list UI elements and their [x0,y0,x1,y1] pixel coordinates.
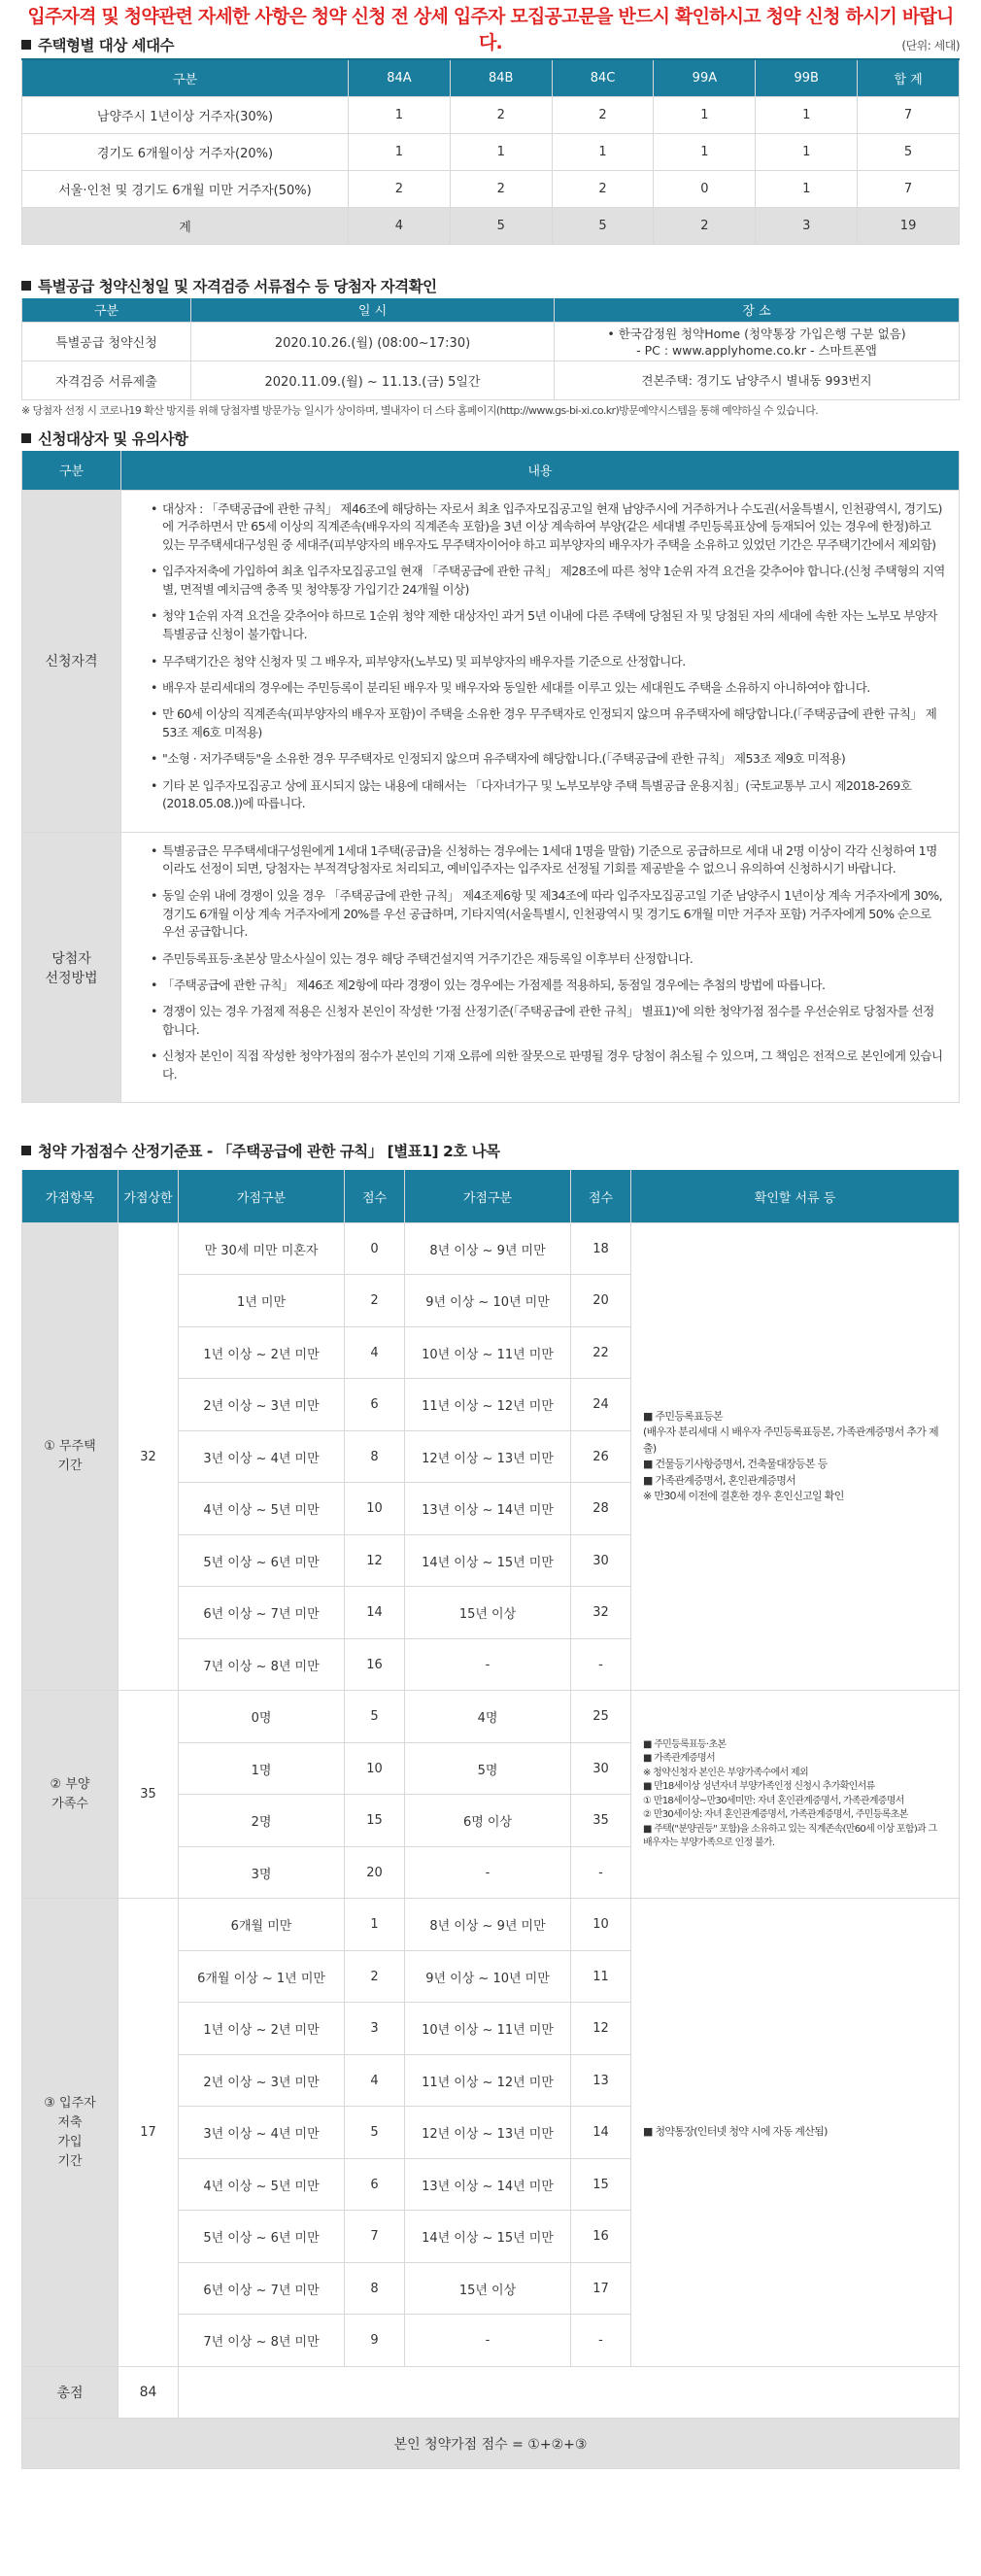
score-cell: 만 30세 미만 미혼자 [179,1222,345,1275]
bullet-list [151,500,945,814]
table-cell: 1 [349,96,451,133]
score-cell: 16 [345,1638,405,1691]
table-header-cell: 84A [349,59,451,96]
score-cell: 4년 이상 ~ 5년 미만 [179,2158,345,2211]
score-cell: 2년 이상 ~ 3년 미만 [179,2054,345,2107]
table-header-cell: 일 시 [191,298,555,323]
bullet-item: • 동일 순위 내에 경쟁이 있을 경우 「주택공급에 관한 규칙」 제4조제6항 및 제34조에 따라 입주자모집공고일 기준 남양주시 1년이상 계속 거주자에게 30%, 경기도 6개월 이상 계속 거주자에게 20%를 우선 공급하며, 기타지역(서울특별시, 인천광역시 및 경기도 6개월 미만 거주자 포함) 거주자에게 50% 순으로 우선 공급합니다. [151,887,945,942]
score-max: 32 [118,1222,179,1691]
score-cell: 6 [345,1379,405,1431]
score-cell: 9년 이상 ~ 10년 미만 [405,1275,571,1327]
score-cell: 1명 [179,1742,345,1795]
table-header-cell: 99B [756,59,858,96]
eligibility-section-title [21,426,960,451]
table-row [22,170,960,207]
bullet-item: • 입주자저축에 가입하여 최초 입주자모집공고일 현재 「주택공급에 관한 규칙」 제28조에 따른 청약 1순위 자격 요건을 갖추어야 합니다.(신청 주택형의 지역별, 면적별 예치금액 충족 및 청약통장 가입기간 24개월 이상) [151,563,945,600]
bullet-item: • "소형 · 저가주택등"을 소유한 경우 무주택자로 인정되지 않으며 유주택자에 해당합니다.(「주택공급에 관한 규칙」 제53조 제9호 미적용) [151,750,945,769]
score-cell: 30 [571,1534,631,1587]
doc-line: ■ 가족관계증명서 [643,1753,715,1765]
doc-line: (배우자 분리세대 시 배우자 주민등록표등본, 가족관계증명서 추가 제출) [643,1425,938,1455]
table-cell: 2 [349,170,451,207]
bullet-list [151,842,945,1084]
score-cell: 14 [571,2107,631,2159]
score-cell: 3년 이상 ~ 4년 미만 [179,1430,345,1483]
score-cell: 12년 이상 ~ 13년 미만 [405,2107,571,2159]
table-header-cell: 점수 [571,1170,631,1222]
score-cell: 30 [571,1742,631,1795]
doc-line: ■ 청약통장(인터넷 청약 시에 자동 계산됨) [643,2125,828,2139]
bullet-item: • 만 60세 이상의 직계존속(피부양자의 배우자 포함)이 주택을 소유한 경우 무주택자로 인정되지 않으며 유주택자에 해당합니다.(「주택공급에 관한 규칙」 제53조 제6호 미적용) [151,705,945,742]
score-max: 17 [118,1899,179,2367]
score-cell: 6개월 이상 ~ 1년 미만 [179,1950,345,2003]
score-cell: 7년 이상 ~ 8년 미만 [179,1638,345,1691]
table-cell: 2 [552,96,654,133]
score-docs [631,1899,960,2367]
score-cell: - [571,2315,631,2367]
total-cell: 4 [349,207,451,244]
place-line: - PC : www.applyhome.co.kr - 스마트폰앱 [636,342,877,358]
table-header-cell: 구분 [22,298,191,323]
score-cell: 0 [345,1222,405,1275]
score-category: ① 무주택 기간 [22,1222,118,1691]
score-cell: 22 [571,1326,631,1379]
score-cell: 12 [571,2003,631,2055]
score-cell: 4 [345,2054,405,2107]
score-cell: 0명 [179,1691,345,1743]
doc-line: ① 만18세이상~만30세미만: 자녀 혼인관계증명서, 가족관계증명서 [643,1795,904,1806]
schedule-row [22,323,960,361]
score-cell: 3 [345,2003,405,2055]
table-cell: 남양주시 1년이상 거주자(30%) [22,96,349,133]
table-header-cell: 구분 [22,451,121,490]
score-cell: 8 [345,1430,405,1483]
schedule-title: 특별공급 청약신청일 및 자격검증 서류접수 등 당첨자 자격확인 [38,277,437,295]
score-total-label: 총점 [22,2366,118,2419]
score-cell: 8 [345,2262,405,2315]
households-title: 주택형별 대상 세대수 [38,37,175,54]
score-cell: 7년 이상 ~ 8년 미만 [179,2315,345,2367]
table-cell: 7 [858,96,960,133]
score-cell: 14년 이상 ~ 15년 미만 [405,1534,571,1587]
bullet-item: • 주민등록표등·초본상 말소사실이 있는 경우 해당 주택건설지역 거주기간은 재등록일 이후부터 산정합니다. [151,950,945,969]
score-cell: 12년 이상 ~ 13년 미만 [405,1430,571,1483]
score-cell: 2년 이상 ~ 3년 미만 [179,1379,345,1431]
table-cell: 1 [654,133,756,170]
table-header-cell: 가점상한 [118,1170,179,1222]
score-cell: 10 [571,1899,631,1951]
score-cell: 11년 이상 ~ 12년 미만 [405,2054,571,2107]
score-cell: 5 [345,2107,405,2159]
score-cell: 15 [571,2158,631,2211]
doc-line: ■ 가족관계증명서, 혼인관계증명서 [643,1473,796,1487]
score-docs [631,1222,960,1691]
table-cell: 1 [450,133,552,170]
score-cell: 1 [345,1899,405,1951]
schedule-label: 자격검증 서류제출 [22,361,191,400]
score-cell: 9년 이상 ~ 10년 미만 [405,1950,571,2003]
score-row [22,1222,960,1275]
total-row [22,207,960,244]
schedule-place [555,323,960,361]
bullet-item: • 기타 본 입주자모집공고 상에 표시되지 않는 내용에 대해서는 「다자녀가구 및 노부모부양 주택 특별공급 운용지침」(국토교통부 고시 제2018-269호(2018.05.08.))에 따릅니다. [151,777,945,814]
score-cell: - [571,1638,631,1691]
square-bullet-icon [21,40,31,50]
score-cell: 1년 이상 ~ 2년 미만 [179,2003,345,2055]
score-cell: 5년 이상 ~ 6년 미만 [179,2211,345,2263]
eligibility-table [21,451,960,1103]
score-final-formula: 본인 청약가점 점수 = ①+②+③ [22,2419,960,2469]
score-cell: 17 [571,2262,631,2315]
doc-line: ■ 만18세이상 성년자녀 부양가족인정 신청시 추가확인서류 [643,1781,875,1793]
schedule-table [21,298,960,401]
score-cell: 5명 [405,1742,571,1795]
square-bullet-icon [21,433,31,443]
table-cell: 7 [858,170,960,207]
score-final-row [22,2419,960,2469]
table-cell: 1 [756,96,858,133]
table-header-cell: 내용 [121,451,960,490]
table-header-cell: 84C [552,59,654,96]
table-cell: 1 [349,133,451,170]
doc-line: ■ 주민등록표등본 [643,1409,723,1423]
table-header-cell: 합 계 [858,59,960,96]
doc-line: ※ 청약신청자 본인은 부양가족수에서 제외 [643,1767,808,1778]
score-cell: 13년 이상 ~ 14년 미만 [405,2158,571,2211]
households-table [21,58,960,245]
score-total-blank [179,2366,960,2419]
score-row [22,1899,960,1951]
table-header-cell: 84B [450,59,552,96]
table-header-cell: 99A [654,59,756,96]
table-cell: 5 [858,133,960,170]
score-cell: 15년 이상 [405,1587,571,1639]
score-cell: 28 [571,1483,631,1535]
score-cell: - [405,1846,571,1899]
score-cell: - [405,2315,571,2367]
table-row [22,133,960,170]
bullet-item: • 「주택공급에 관한 규칙」 제46조 제2항에 따라 경쟁이 있는 경우에는 가점제를 적용하되, 동점일 경우에는 추첨의 방법에 따릅니다. [151,977,945,995]
score-cell: 8년 이상 ~ 9년 미만 [405,1222,571,1275]
score-cell: 4년 이상 ~ 5년 미만 [179,1483,345,1535]
score-cell: 10 [345,1483,405,1535]
scoring-title: 청약 가점점수 산정기준표 - 「주택공급에 관한 규칙」 [별표1] 2호 나목 [38,1143,500,1161]
score-row [22,1691,960,1743]
bullet-item: • 특별공급은 무주택세대구성원에게 1세대 1주택(공급)을 신청하는 경우에는 1세대 1명을 말함) 기준으로 공급하므로 세대 내 2명 이상이 각각 신청하여 1명이라도 선정이 되면, 당첨자는 부적격당첨자로 처리되고, 예비입주자는 입주자로 선정될 기회를 제공받을 수 없으니 유의하여 신청하시기 바랍니다. [151,842,945,879]
table-row [22,96,960,133]
eligibility-label: 당첨자 선정방법 [22,832,121,1103]
bullet-item: • 배우자 분리세대의 경우에는 주민등록이 분리된 배우자 및 배우자와 동일한 세대를 이루고 있는 세대원도 주택을 소유하지 아니하여야 합니다. [151,679,945,698]
score-cell: 5년 이상 ~ 6년 미만 [179,1534,345,1587]
schedule-date: 2020.11.09.(월) ~ 11.13.(금) 5일간 [191,361,555,400]
score-cell: 14년 이상 ~ 15년 미만 [405,2211,571,2263]
eligibility-row [22,490,960,832]
score-cell: 12 [345,1534,405,1587]
score-cell: 11 [571,1950,631,2003]
score-cell: 6년 이상 ~ 7년 미만 [179,1587,345,1639]
score-cell: 2명 [179,1795,345,1847]
score-cell: 16 [571,2211,631,2263]
score-cell: 10년 이상 ~ 11년 미만 [405,2003,571,2055]
eligibility-row [22,832,960,1103]
score-cell: 6개월 미만 [179,1899,345,1951]
doc-line: ■ 주택("분양권등" 포함)을 소유하고 있는 직계존속(만60세 이상 포함)과 그 배우자는 부양가족으로 인정 불가. [643,1823,937,1849]
schedule-place [555,361,960,400]
score-category: ③ 입주자 저축 가입 기간 [22,1899,118,2367]
table-header-cell: 장 소 [555,298,960,323]
eligibility-content [121,490,960,832]
score-total-row [22,2366,960,2419]
score-cell: 4명 [405,1691,571,1743]
bullet-item: • 경쟁이 있는 경우 가점제 적용은 신청자 본인이 작성한 '가점 산정기준(「주택공급에 관한 규칙」 별표1)'에 의한 청약가점 점수를 우선순위로 당첨자를 선정합니다. [151,1003,945,1040]
households-unit: (단위: 세대) [901,38,960,52]
score-cell: 3년 이상 ~ 4년 미만 [179,2107,345,2159]
bullet-item: • 청약 1순위 자격 요건을 갖추어야 하므로 1순위 청약 제한 대상자인 과거 5년 이내에 다른 주택에 당첨된 자 및 당첨된 자의 세대에 속한 자는 노부모 부양자 특별공급 신청이 불가합니다. [151,607,945,644]
table-cell: 서울·인천 및 경기도 6개월 미만 거주자(50%) [22,170,349,207]
score-cell: 20 [571,1275,631,1327]
table-header-cell: 확인할 서류 등 [631,1170,960,1222]
table-header-cell: 구분 [22,59,349,96]
score-cell: 32 [571,1587,631,1639]
total-cell: 2 [654,207,756,244]
score-cell: 3명 [179,1846,345,1899]
score-cell: 6명 이상 [405,1795,571,1847]
doc-line: ② 만30세이상: 자녀 혼인관계증명서, 가족관계증명서, 주민등록초본 [643,1809,908,1821]
table-header-cell: 점수 [345,1170,405,1222]
table-cell: 1 [654,96,756,133]
notice-banner: 입주자격 및 청약관련 자세한 사항은 청약 신청 전 상세 입주자 모집공고문을 반드시 확인하시고 청약 신청 하시기 바랍니다. [27,6,954,53]
table-cell: 1 [756,170,858,207]
score-docs [631,1691,960,1899]
total-cell: 계 [22,207,349,244]
score-cell: 15년 이상 [405,2262,571,2315]
total-cell: 19 [858,207,960,244]
score-cell: 11년 이상 ~ 12년 미만 [405,1379,571,1431]
score-cell: - [571,1846,631,1899]
table-cell: 경기도 6개월이상 거주자(20%) [22,133,349,170]
table-header-cell: 가점항목 [22,1170,118,1222]
total-cell: 5 [450,207,552,244]
eligibility-content [121,832,960,1103]
schedule-date: 2020.10.26.(월) (08:00~17:30) [191,323,555,361]
total-cell: 3 [756,207,858,244]
schedule-footnote: ※ 당첨자 선정 시 코로나19 확산 방지를 위해 당첨자별 방문가능 일시가 상이하며, 별내자이 더 스타 홈페이지(http://www.gs-bi-xi.co.kr)방문예약시스템을 통해 예약하실 수 있습니다. [21,404,819,417]
place-line: 견본주택: 경기도 남양주시 별내동 993번지 [641,373,872,388]
score-cell: 26 [571,1430,631,1483]
score-cell: 13년 이상 ~ 14년 미만 [405,1483,571,1535]
table-cell: 1 [756,133,858,170]
square-bullet-icon [21,1146,31,1155]
scoring-table [21,1170,960,2469]
score-cell: 25 [571,1691,631,1743]
score-cell: 10 [345,1742,405,1795]
score-cell: 14 [345,1587,405,1639]
score-cell: 6년 이상 ~ 7년 미만 [179,2262,345,2315]
schedule-row [22,361,960,400]
score-cell: 35 [571,1795,631,1847]
score-cell: 24 [571,1379,631,1431]
score-max: 35 [118,1691,179,1899]
table-cell: 0 [654,170,756,207]
place-line: • 한국감정원 청약Home (청약통장 가입은행 구분 없음) [607,326,906,341]
bullet-item: • 대상자 : 「주택공급에 관한 규칙」 제46조에 해당하는 자로서 최초 입주자모집공고일 현재 남양주시에 거주하거나 수도권(서울특별시, 인천광역시, 경기도)에 거주하면서 만 65세 이상의 직계존속(배우자의 직계존속 포함)을 3년 이상 계속하여 부양(같은 세대별 주민등록표상에 등재되어 있는 경우에 한정)하고 있는 무주택세대구성원 중 세대주(피부양자의 배우자도 무주택자이어야 하고 피부양자의 배우자가 주택을 소유하고 있었던 기간은 무주택기간에서 제외함) [151,500,945,555]
score-cell: 9 [345,2315,405,2367]
score-cell: 8년 이상 ~ 9년 미만 [405,1899,571,1951]
score-cell: 2 [345,1275,405,1327]
eligibility-label: 신청자격 [22,490,121,832]
table-header-cell: 가점구분 [179,1170,345,1222]
total-cell: 5 [552,207,654,244]
score-cell: 4 [345,1326,405,1379]
table-cell: 2 [450,96,552,133]
doc-line: ※ 만30세 이전에 결혼한 경우 혼인신고일 확인 [643,1490,844,1503]
score-cell: 20 [345,1846,405,1899]
eligibility-title: 신청대상자 및 유의사항 [38,430,188,448]
score-cell: 6 [345,2158,405,2211]
score-cell: 15 [345,1795,405,1847]
doc-line: ■ 건물등기사항증명서, 건축물대장등본 등 [643,1458,828,1471]
scoring-section-title [21,1138,960,1163]
score-cell: 18 [571,1222,631,1275]
square-bullet-icon [21,281,31,291]
score-category: ② 부양 가족수 [22,1691,118,1899]
score-cell: 10년 이상 ~ 11년 미만 [405,1326,571,1379]
table-cell: 2 [552,170,654,207]
bullet-item: • 무주택기간은 청약 신청자 및 그 배우자, 피부양자(노부모) 및 피부양자의 배우자를 기준으로 산정합니다. [151,653,945,671]
score-cell: 13 [571,2054,631,2107]
table-cell: 1 [552,133,654,170]
score-cell: - [405,1638,571,1691]
score-cell: 7 [345,2211,405,2263]
doc-line: ■ 주민등록표등·초본 [643,1738,727,1750]
schedule-section-title [21,273,960,298]
bullet-item: • 신청자 본인이 직접 작성한 청약가점의 점수가 본인의 기재 오류에 의한 잘못으로 판명될 경우 당첨이 취소될 수 있으며, 그 책임은 전적으로 본인에게 있습니다. [151,1048,945,1084]
score-cell: 1년 미만 [179,1275,345,1327]
table-header-cell: 가점구분 [405,1170,571,1222]
score-cell: 5 [345,1691,405,1743]
schedule-label: 특별공급 청약신청 [22,323,191,361]
table-cell: 2 [450,170,552,207]
score-cell: 1년 이상 ~ 2년 미만 [179,1326,345,1379]
score-cell: 2 [345,1950,405,2003]
score-total-value: 84 [118,2366,179,2419]
